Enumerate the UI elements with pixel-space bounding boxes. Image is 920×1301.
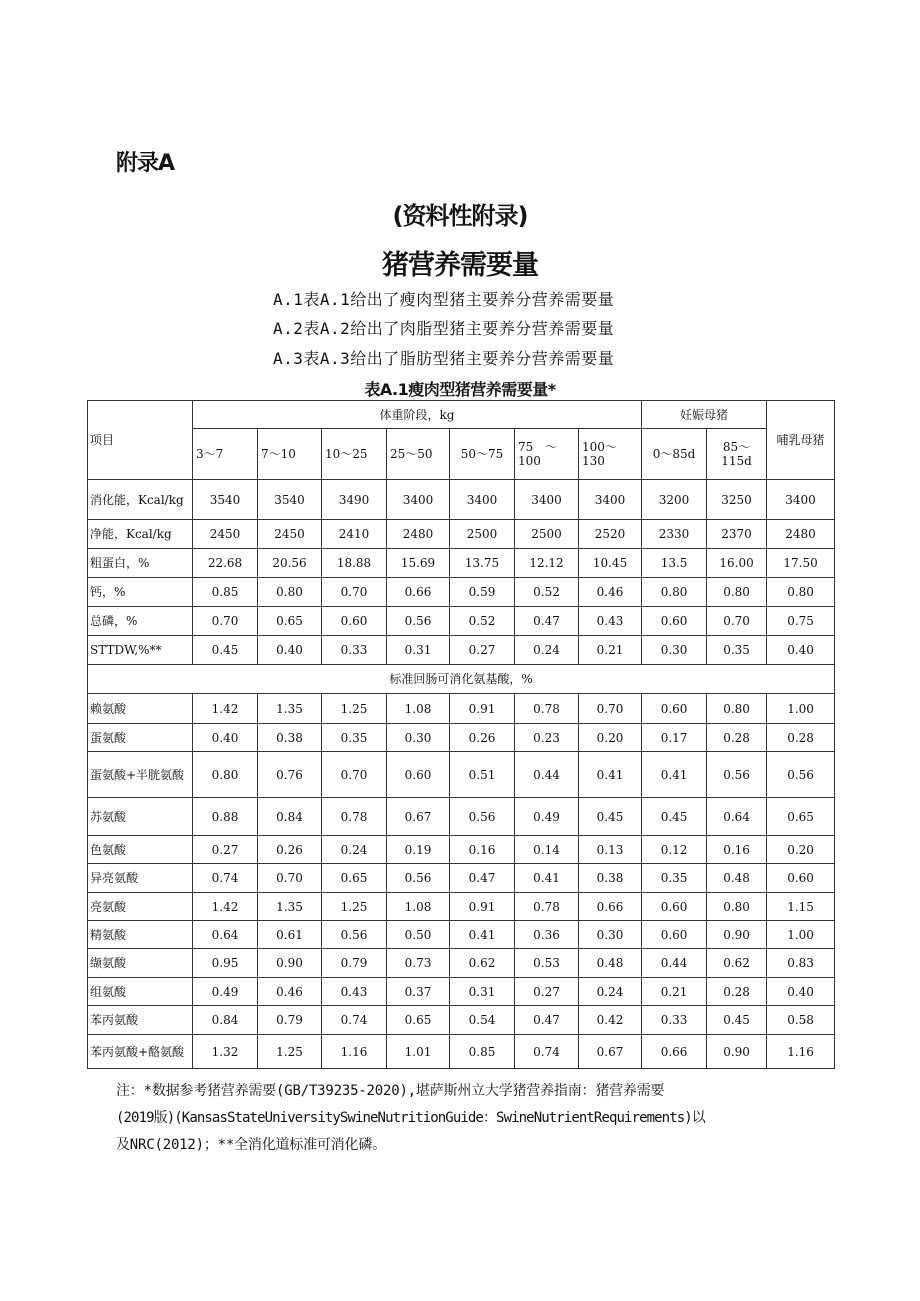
value-cell: 0.41 xyxy=(579,752,642,798)
value-cell: 0.35 xyxy=(322,724,387,752)
weight-stage-cell: 7～10 xyxy=(258,429,322,480)
row-label: 粗蛋白，% xyxy=(88,549,193,578)
value-cell: 0.40 xyxy=(767,978,835,1006)
value-cell: 0.21 xyxy=(579,636,642,665)
value-cell: 0.45 xyxy=(642,798,707,836)
value-cell: 20.56 xyxy=(258,549,322,578)
value-cell: 0.66 xyxy=(387,578,450,607)
value-cell: 0.49 xyxy=(515,798,579,836)
value-cell: 0.84 xyxy=(258,798,322,836)
value-cell: 0.60 xyxy=(642,893,707,921)
weight-stage-cell: 25～50 xyxy=(387,429,450,480)
value-cell: 1.15 xyxy=(767,893,835,921)
value-cell: 0.74 xyxy=(515,1035,579,1069)
value-cell: 0.47 xyxy=(515,1006,579,1035)
value-cell: 0.36 xyxy=(515,921,579,949)
table-row xyxy=(88,1035,835,1069)
lactation-header: 哺乳母猪 xyxy=(767,401,835,480)
value-cell: 0.54 xyxy=(450,1006,515,1035)
value-cell: 0.51 xyxy=(450,752,515,798)
weight-stage-cell: 10～25 xyxy=(322,429,387,480)
value-cell: 0.65 xyxy=(387,1006,450,1035)
row-label: 组氨酸 xyxy=(88,978,193,1006)
footnote-line: 注：*数据参考猪营养需要(GB/T39235-2020),堪萨斯州立大学猪营养指南：猪营养需要 xyxy=(116,1083,665,1099)
value-cell: 0.79 xyxy=(258,1006,322,1035)
table-row xyxy=(88,607,835,636)
table-caption: 表A.1瘦肉型猪营养需要量* xyxy=(364,380,556,399)
value-cell: 2450 xyxy=(193,520,258,549)
value-cell: 0.38 xyxy=(579,864,642,893)
value-cell: 0.90 xyxy=(707,921,767,949)
value-cell: 0.70 xyxy=(322,578,387,607)
weight-stage-header: 体重阶段，kg xyxy=(193,401,642,429)
value-cell: 0.78 xyxy=(322,798,387,836)
value-cell: 0.26 xyxy=(258,836,322,864)
table-row xyxy=(88,836,835,864)
value-cell: 1.25 xyxy=(322,893,387,921)
value-cell: 0.27 xyxy=(193,836,258,864)
table-row xyxy=(88,694,835,724)
value-cell: 0.26 xyxy=(450,724,515,752)
table-row xyxy=(88,549,835,578)
row-label: 总磷，% xyxy=(88,607,193,636)
value-cell: 0.64 xyxy=(193,921,258,949)
weight-stage-cell: 75 ～100 xyxy=(515,429,579,480)
value-cell: 3400 xyxy=(767,480,835,520)
value-cell: 0.56 xyxy=(387,864,450,893)
value-cell: 0.31 xyxy=(450,978,515,1006)
value-cell: 0.70 xyxy=(193,607,258,636)
table-row xyxy=(88,978,835,1006)
value-cell: 0.65 xyxy=(258,607,322,636)
value-cell: 0.24 xyxy=(579,978,642,1006)
value-cell: 0.66 xyxy=(642,1035,707,1069)
value-cell: 0.44 xyxy=(642,949,707,978)
value-cell: 1.00 xyxy=(767,921,835,949)
value-cell: 0.13 xyxy=(579,836,642,864)
row-label: 精氨酸 xyxy=(88,921,193,949)
value-cell: 22.68 xyxy=(193,549,258,578)
value-cell: 2450 xyxy=(258,520,322,549)
value-cell: 0.41 xyxy=(642,752,707,798)
value-cell: 0.56 xyxy=(387,607,450,636)
value-cell: 1.16 xyxy=(322,1035,387,1069)
value-cell: 1.01 xyxy=(387,1035,450,1069)
value-cell: 0.42 xyxy=(579,1006,642,1035)
value-cell: 0.56 xyxy=(707,752,767,798)
value-cell: 0.61 xyxy=(258,921,322,949)
value-cell: 0.78 xyxy=(515,893,579,921)
value-cell: 1.25 xyxy=(258,1035,322,1069)
table-row xyxy=(88,636,835,665)
value-cell: 0.40 xyxy=(193,724,258,752)
value-cell: 1.25 xyxy=(322,694,387,724)
value-cell: 1.32 xyxy=(193,1035,258,1069)
table-row xyxy=(88,864,835,893)
gestation-stage-cell: 0～85d xyxy=(642,429,707,480)
value-cell: 0.43 xyxy=(579,607,642,636)
value-cell: 0.19 xyxy=(387,836,450,864)
value-cell: 0.45 xyxy=(707,1006,767,1035)
value-cell: 2500 xyxy=(450,520,515,549)
value-cell: 0.85 xyxy=(193,578,258,607)
value-cell: 0.56 xyxy=(322,921,387,949)
value-cell: 0.60 xyxy=(642,607,707,636)
value-cell: 0.76 xyxy=(258,752,322,798)
value-cell: 18.88 xyxy=(322,549,387,578)
value-cell: 0.14 xyxy=(515,836,579,864)
value-cell: 0.84 xyxy=(193,1006,258,1035)
value-cell: 0.50 xyxy=(387,921,450,949)
value-cell: 0.91 xyxy=(450,893,515,921)
value-cell: 0.33 xyxy=(642,1006,707,1035)
value-cell: 1.42 xyxy=(193,694,258,724)
value-cell: 0.70 xyxy=(579,694,642,724)
value-cell: 0.20 xyxy=(767,836,835,864)
value-cell: 0.60 xyxy=(322,607,387,636)
value-cell: 0.60 xyxy=(642,694,707,724)
value-cell: 0.41 xyxy=(450,921,515,949)
value-cell: 0.37 xyxy=(387,978,450,1006)
value-cell: 1.08 xyxy=(387,694,450,724)
value-cell: 2410 xyxy=(322,520,387,549)
table-row xyxy=(88,798,835,836)
value-cell: 0.24 xyxy=(515,636,579,665)
value-cell: 2330 xyxy=(642,520,707,549)
value-cell: 0.47 xyxy=(450,864,515,893)
value-cell: 0.78 xyxy=(515,694,579,724)
amino-acid-section-header: 标准回肠可消化氨基酸，% xyxy=(88,665,835,694)
value-cell: 0.30 xyxy=(579,921,642,949)
footnote-line: (2019版)(KansasStateUniversitySwineNutritionGuide：SwineNutrientRequirements)以 xyxy=(116,1110,705,1126)
value-cell: 0.85 xyxy=(450,1035,515,1069)
weight-stage-cell: 50～75 xyxy=(450,429,515,480)
description-line: A.3表A.3给出了脂肪型猪主要养分营养需要量 xyxy=(273,349,615,368)
gestation-stage-cell: 85～115d xyxy=(707,429,767,480)
value-cell: 0.40 xyxy=(258,636,322,665)
weight-stage-cell: 100～130 xyxy=(579,429,642,480)
value-cell: 0.27 xyxy=(450,636,515,665)
nutrient-requirement-table xyxy=(87,400,835,1069)
value-cell: 17.50 xyxy=(767,549,835,578)
value-cell: 0.65 xyxy=(322,864,387,893)
value-cell: 0.28 xyxy=(707,724,767,752)
value-cell: 0.90 xyxy=(258,949,322,978)
value-cell: 2480 xyxy=(767,520,835,549)
row-label: 消化能，Kcal/kg xyxy=(88,480,193,520)
page-title: 猪营养需要量 xyxy=(382,250,538,281)
table-row xyxy=(88,949,835,978)
value-cell: 0.64 xyxy=(707,798,767,836)
value-cell: 1.16 xyxy=(767,1035,835,1069)
value-cell: 0.40 xyxy=(767,636,835,665)
table-footnote xyxy=(116,1078,846,1159)
value-cell: 0.60 xyxy=(642,921,707,949)
value-cell: 0.58 xyxy=(767,1006,835,1035)
table-row xyxy=(88,578,835,607)
value-cell: 15.69 xyxy=(387,549,450,578)
value-cell: 0.52 xyxy=(450,607,515,636)
value-cell: 0.91 xyxy=(450,694,515,724)
value-cell: 0.67 xyxy=(579,1035,642,1069)
value-cell: 0.16 xyxy=(450,836,515,864)
value-cell: 0.70 xyxy=(322,752,387,798)
value-cell: 0.27 xyxy=(515,978,579,1006)
appendix-type-subtitle: (资料性附录) xyxy=(392,202,528,230)
value-cell: 0.45 xyxy=(579,798,642,836)
value-cell: 0.56 xyxy=(450,798,515,836)
value-cell: 1.08 xyxy=(387,893,450,921)
value-cell: 0.70 xyxy=(707,607,767,636)
table-row xyxy=(88,893,835,921)
value-cell: 3250 xyxy=(707,480,767,520)
value-cell: 0.67 xyxy=(387,798,450,836)
value-cell: 0.38 xyxy=(258,724,322,752)
value-cell: 0.44 xyxy=(515,752,579,798)
value-cell: 0.31 xyxy=(387,636,450,665)
table-row xyxy=(88,724,835,752)
value-cell: 0.43 xyxy=(322,978,387,1006)
value-cell: 1.35 xyxy=(258,893,322,921)
value-cell: 0.47 xyxy=(515,607,579,636)
value-cell: 3490 xyxy=(322,480,387,520)
value-cell: 0.48 xyxy=(579,949,642,978)
value-cell: 2480 xyxy=(387,520,450,549)
value-cell: 0.75 xyxy=(767,607,835,636)
row-label: 赖氨酸 xyxy=(88,694,193,724)
value-cell: 0.20 xyxy=(579,724,642,752)
value-cell: 0.16 xyxy=(707,836,767,864)
item-header: 项目 xyxy=(88,401,193,480)
appendix-label: 附录A xyxy=(116,151,175,176)
row-label: 蛋氨酸 xyxy=(88,724,193,752)
weight-stage-cell: 3～7 xyxy=(193,429,258,480)
value-cell: 0.80 xyxy=(707,578,767,607)
value-cell: 0.28 xyxy=(707,978,767,1006)
value-cell: 0.79 xyxy=(322,949,387,978)
value-cell: 0.46 xyxy=(579,578,642,607)
value-cell: 1.42 xyxy=(193,893,258,921)
value-cell: 0.49 xyxy=(193,978,258,1006)
value-cell: 0.56 xyxy=(767,752,835,798)
value-cell: 0.80 xyxy=(707,893,767,921)
value-cell: 0.60 xyxy=(767,864,835,893)
value-cell: 0.95 xyxy=(193,949,258,978)
table-row xyxy=(88,921,835,949)
value-cell: 13.5 xyxy=(642,549,707,578)
row-label: 苯丙氨酸 xyxy=(88,1006,193,1035)
value-cell: 0.24 xyxy=(322,836,387,864)
value-cell: 0.80 xyxy=(642,578,707,607)
value-cell: 0.59 xyxy=(450,578,515,607)
value-cell: 0.48 xyxy=(707,864,767,893)
row-label: 异亮氨酸 xyxy=(88,864,193,893)
value-cell: 0.80 xyxy=(767,578,835,607)
value-cell: 0.88 xyxy=(193,798,258,836)
row-label: 净能，Kcal/kg xyxy=(88,520,193,549)
value-cell: 0.74 xyxy=(322,1006,387,1035)
row-label: 钙，% xyxy=(88,578,193,607)
value-cell: 0.41 xyxy=(515,864,579,893)
value-cell: 2520 xyxy=(579,520,642,549)
value-cell: 0.17 xyxy=(642,724,707,752)
table-row xyxy=(88,480,835,520)
table-row xyxy=(88,1006,835,1035)
row-label: 色氨酸 xyxy=(88,836,193,864)
value-cell: 16.00 xyxy=(707,549,767,578)
value-cell: 0.73 xyxy=(387,949,450,978)
table-row xyxy=(88,520,835,549)
value-cell: 3540 xyxy=(193,480,258,520)
row-label: STTDW,%** xyxy=(88,636,193,665)
value-cell: 3540 xyxy=(258,480,322,520)
gestation-header: 妊娠母猪 xyxy=(642,401,767,429)
value-cell: 1.00 xyxy=(767,694,835,724)
value-cell: 0.90 xyxy=(707,1035,767,1069)
value-cell: 0.65 xyxy=(767,798,835,836)
value-cell: 0.60 xyxy=(387,752,450,798)
footnote-line: 及NRC(2012)；**全消化道标准可消化磷。 xyxy=(116,1137,386,1153)
value-cell: 0.28 xyxy=(767,724,835,752)
value-cell: 0.52 xyxy=(515,578,579,607)
row-label: 缬氨酸 xyxy=(88,949,193,978)
value-cell: 10.45 xyxy=(579,549,642,578)
value-cell: 0.66 xyxy=(579,893,642,921)
value-cell: 3400 xyxy=(579,480,642,520)
value-cell: 0.35 xyxy=(642,864,707,893)
value-cell: 0.62 xyxy=(450,949,515,978)
row-label: 苯丙氨酸+酪氨酸 xyxy=(88,1035,193,1069)
value-cell: 12.12 xyxy=(515,549,579,578)
value-cell: 3400 xyxy=(387,480,450,520)
value-cell: 3200 xyxy=(642,480,707,520)
value-cell: 3400 xyxy=(450,480,515,520)
description-line: A.1表A.1给出了瘦肉型猪主要养分营养需要量 xyxy=(273,290,615,309)
value-cell: 13.75 xyxy=(450,549,515,578)
table-row xyxy=(88,752,835,798)
value-cell: 0.30 xyxy=(387,724,450,752)
value-cell: 0.23 xyxy=(515,724,579,752)
value-cell: 0.62 xyxy=(707,949,767,978)
row-label: 亮氨酸 xyxy=(88,893,193,921)
value-cell: 0.80 xyxy=(193,752,258,798)
value-cell: 0.33 xyxy=(322,636,387,665)
value-cell: 0.46 xyxy=(258,978,322,1006)
value-cell: 0.21 xyxy=(642,978,707,1006)
value-cell: 0.70 xyxy=(258,864,322,893)
value-cell: 3400 xyxy=(515,480,579,520)
value-cell: 0.30 xyxy=(642,636,707,665)
value-cell: 0.80 xyxy=(707,694,767,724)
value-cell: 0.83 xyxy=(767,949,835,978)
row-label: 苏氨酸 xyxy=(88,798,193,836)
value-cell: 0.74 xyxy=(193,864,258,893)
value-cell: 0.53 xyxy=(515,949,579,978)
description-line: A.2表A.2给出了肉脂型猪主要养分营养需要量 xyxy=(273,319,615,338)
value-cell: 1.35 xyxy=(258,694,322,724)
value-cell: 0.45 xyxy=(193,636,258,665)
value-cell: 2370 xyxy=(707,520,767,549)
value-cell: 0.80 xyxy=(258,578,322,607)
value-cell: 0.12 xyxy=(642,836,707,864)
row-label: 蛋氨酸+半胱氨酸 xyxy=(88,752,193,798)
section-row xyxy=(88,665,835,694)
value-cell: 2500 xyxy=(515,520,579,549)
value-cell: 0.35 xyxy=(707,636,767,665)
